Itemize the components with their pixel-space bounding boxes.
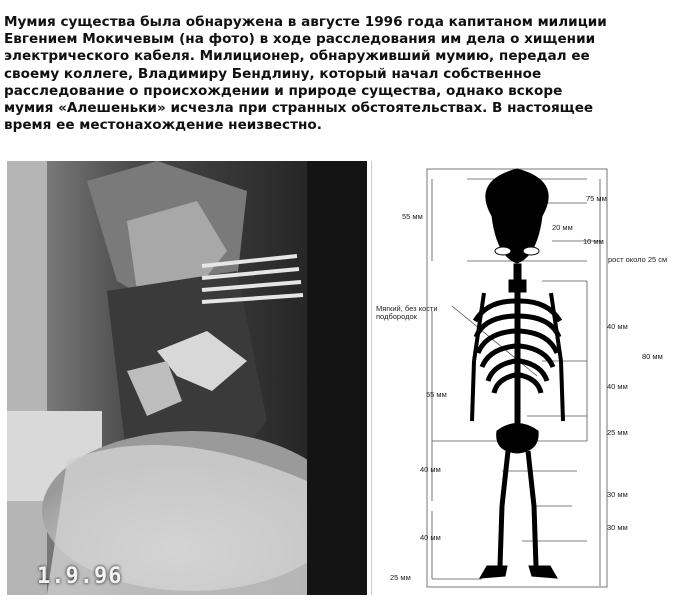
eye-gap-label: 10 мм <box>583 237 604 246</box>
article-line: своему коллеге, Владимиру Бендлину, который начал собственное <box>4 65 542 82</box>
head-width-label: 75 мм <box>586 194 607 203</box>
photo-timestamp: 1.9.96 <box>37 564 123 589</box>
skeleton-drawing <box>372 161 686 595</box>
article-line: время ее местонахождение неизвестно. <box>4 117 322 134</box>
foot-length-label: 25 мм <box>390 573 411 582</box>
torso-height-label: 55 мм <box>426 390 447 399</box>
eye-width-label: 20 мм <box>552 223 573 232</box>
soft-chin-note: Мягкий, без кости подбородок <box>376 304 438 321</box>
article-line: мумия «Алешеньки» исчезла при странных обстоятельствах. В настоящее <box>4 100 594 117</box>
knee-width-label: 30 мм <box>607 490 628 499</box>
article-line: расследование о происхождении и природе существа, однако вскоре <box>4 82 563 99</box>
article-line: Евгением Мокичевым (на фото) в ходе расследования им дела о хищении <box>4 31 596 48</box>
head-height-label: 55 мм <box>402 212 423 221</box>
article-text <box>4 14 692 134</box>
ankle-label: 30 мм <box>607 523 628 532</box>
chest-lower-label: 40 мм <box>607 382 628 391</box>
chest-height-label: 40 мм <box>607 322 628 331</box>
mummy-photo <box>7 161 367 595</box>
article-line: электрического кабеля. Милиционер, обнаруживший мумию, передал ее <box>4 48 590 65</box>
mummy-photo-image <box>7 161 367 595</box>
article-line: Мумия существа была обнаружена в августе 1996 года капитаном милиции <box>4 14 607 30</box>
pelvis-height-label: 25 мм <box>607 428 628 437</box>
shin-length-label: 40 мм <box>420 533 441 542</box>
skeleton-diagram <box>371 161 686 595</box>
thigh-length-label: 40 мм <box>420 465 441 474</box>
total-height-label: рост около 25 см <box>608 255 668 264</box>
torso-total-label: 80 мм <box>642 352 663 361</box>
